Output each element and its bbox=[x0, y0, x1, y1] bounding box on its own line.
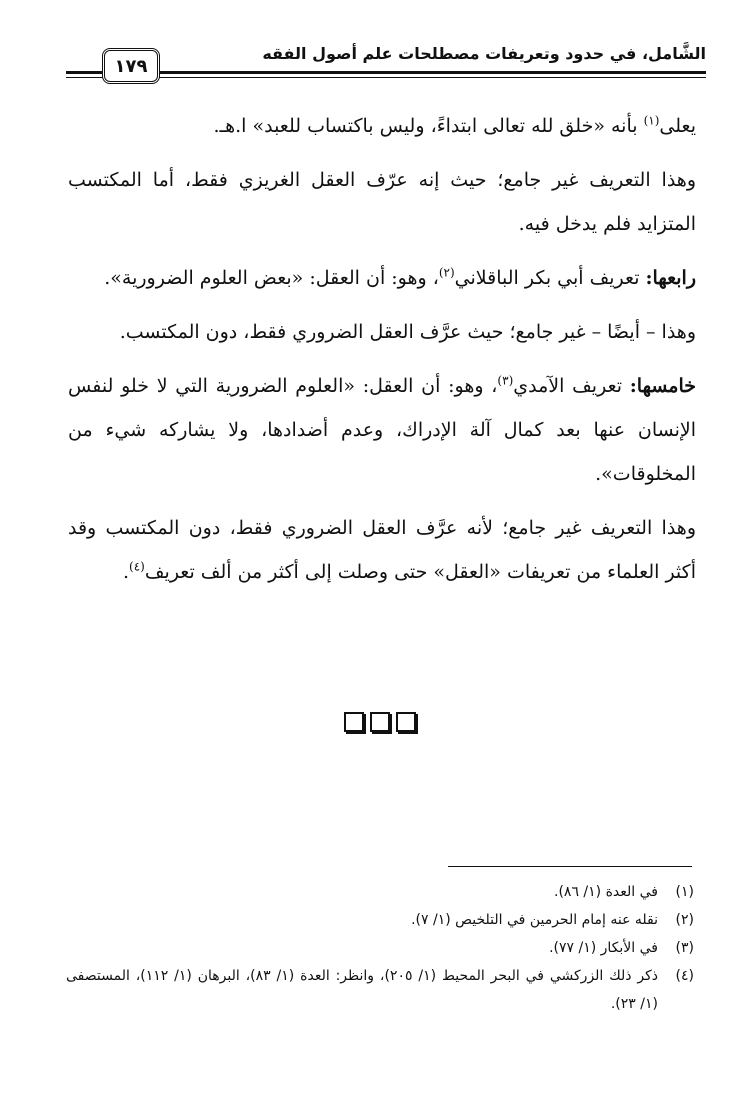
p5-text-b: ، وهو: أن العقل: «العلوم الضرورية التي لا خلو لنفس الإنسان عنها بعد كمال آلة الإدراك، وعدم أضدادها، ولا يشاركه شيء من المخلوقات». bbox=[68, 375, 696, 485]
footnote-3 bbox=[66, 934, 694, 962]
footnote-ref-4: (٤) bbox=[129, 559, 145, 574]
footnote-text: في العدة (١/ ٨٦). bbox=[554, 884, 658, 900]
footnote-rule bbox=[448, 866, 692, 867]
footnote-mark: (٤) bbox=[675, 968, 694, 984]
paragraph-5 bbox=[68, 364, 696, 496]
section-separator bbox=[338, 712, 422, 736]
paragraph-3 bbox=[68, 256, 696, 300]
paragraph-4: وهذا – أيضًا – غير جامع؛ حيث عرَّف العقل الضروري فقط، دون المكتسب. bbox=[119, 321, 696, 343]
footnote-text: نقله عنه إمام الحرمين في التلخيص (١/ ٧). bbox=[411, 912, 658, 928]
footnotes bbox=[66, 878, 694, 1018]
p3-text-a: تعريف أبي بكر الباقلاني bbox=[454, 267, 646, 289]
footnote-ref-2: (٢) bbox=[438, 265, 455, 280]
p5-lead: خامسها: bbox=[629, 375, 697, 397]
separator-square-icon bbox=[344, 712, 364, 732]
footnote-mark: (١) bbox=[675, 884, 694, 900]
p6-text-b: . bbox=[122, 561, 130, 583]
book-title: الشَّامل، في حدود وتعريفات مصطلحات علم أصول الفقه bbox=[262, 44, 706, 63]
p3-text-b: ، وهو: أن العقل: «بعض العلوم الضرورية». bbox=[104, 267, 439, 289]
footnote-1 bbox=[66, 878, 694, 906]
footnote-2 bbox=[66, 906, 694, 934]
footnote-text: في الأبكار (١/ ٧٧). bbox=[549, 940, 658, 956]
footnote-text: ذكر ذلك الزركشي في البحر المحيط (١/ ٢٠٥)، وانظر: العدة (١/ ٨٣)، البرهان (١/ ١١٢)، المستصفى (١/ ٢٣). bbox=[66, 968, 658, 1012]
p1-text-a: يعلى bbox=[659, 115, 696, 137]
footnote-4 bbox=[66, 962, 694, 1018]
p3-lead: رابعها: bbox=[645, 267, 696, 289]
paragraph-1 bbox=[68, 104, 696, 148]
main-text bbox=[68, 104, 696, 604]
header-rule-thick bbox=[66, 71, 706, 74]
footnote-ref-3: (٣) bbox=[497, 373, 514, 388]
separator-square-icon bbox=[396, 712, 416, 732]
footnote-mark: (٣) bbox=[675, 940, 694, 956]
page-number: ١٧٩ bbox=[102, 48, 160, 84]
running-header bbox=[66, 34, 706, 94]
separator-square-icon bbox=[370, 712, 390, 732]
footnote-mark: (٢) bbox=[675, 912, 694, 928]
footnote-ref-1: (١) bbox=[643, 113, 660, 128]
p1-text-b: بأنه «خلق لله تعالى ابتداءً، وليس باكتساب للعبد» ا.هـ. bbox=[213, 115, 644, 137]
header-rule-thin bbox=[66, 77, 706, 78]
paragraph-2: وهذا التعريف غير جامع؛ حيث إنه عرّف العقل الغريزي فقط، أما المكتسب المتزايد فلم يدخل فيه. bbox=[68, 169, 696, 235]
paragraph-6 bbox=[68, 506, 696, 594]
p6-text-a: وهذا التعريف غير جامع؛ لأنه عرَّف العقل الضروري فقط، دون المكتسب وقد أكثر العلماء من تعريفات «العقل» حتى وصلت إلى أكثر من ألف تعريف bbox=[68, 517, 696, 583]
p5-text-a: تعريف الآمدي bbox=[513, 375, 630, 397]
